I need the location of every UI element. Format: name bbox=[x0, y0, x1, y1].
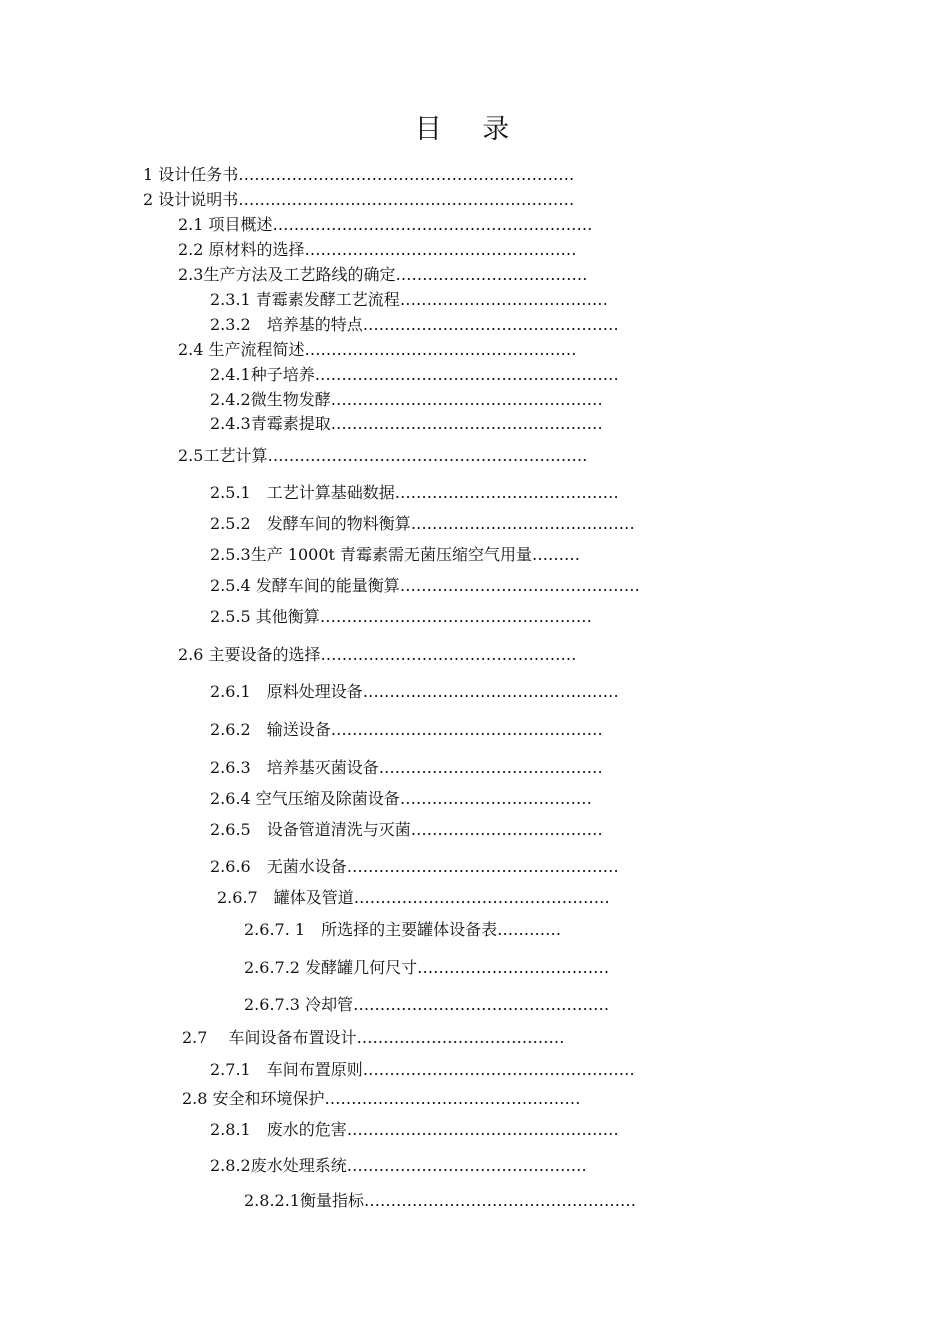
toc-line[interactable] bbox=[210, 607, 592, 627]
toc-entry-label: 1 设计任务书 bbox=[143, 165, 239, 184]
toc-entry-label: 2.4.1种子培养 bbox=[210, 365, 315, 384]
toc-line[interactable] bbox=[210, 857, 619, 877]
toc-dot-leader: ………………………………………… bbox=[362, 315, 619, 334]
toc-dot-leader: ………………………………………… bbox=[362, 682, 619, 701]
toc-line[interactable] bbox=[210, 483, 619, 503]
toc-line[interactable] bbox=[244, 920, 561, 940]
toc-line[interactable] bbox=[244, 995, 609, 1015]
toc-dot-leader: ……………………………………… bbox=[346, 1156, 587, 1175]
page-title: 目 录 bbox=[414, 114, 526, 145]
toc-dot-leader: …………………………………………… bbox=[330, 720, 603, 739]
toc-line[interactable] bbox=[143, 165, 574, 185]
toc-line[interactable] bbox=[210, 758, 603, 778]
toc-dot-leader: ……… bbox=[532, 545, 581, 564]
toc-entry-label: 2.6.1 原料处理设备 bbox=[210, 682, 363, 701]
toc-dot-leader: ……………………………… bbox=[410, 820, 603, 839]
toc-entry-label: 2 设计说明书 bbox=[143, 190, 239, 209]
toc-line[interactable] bbox=[244, 958, 609, 978]
toc-entry-label: 2.3生产方法及工艺路线的确定 bbox=[178, 265, 396, 284]
toc-line[interactable] bbox=[182, 1028, 565, 1048]
toc-dot-leader: …………………………………… bbox=[394, 483, 619, 502]
toc-dot-leader: …………………………………………… bbox=[363, 1191, 636, 1210]
toc-dot-leader: ……………………………………… bbox=[399, 576, 640, 595]
toc-dot-leader: ………………………………………… bbox=[324, 1089, 581, 1108]
toc-line[interactable] bbox=[244, 1191, 636, 1211]
toc-line[interactable] bbox=[210, 820, 603, 840]
toc-entry-label: 2.5.4 发酵车间的能量衡算 bbox=[210, 576, 400, 595]
toc-entry-label: 2.6.4 空气压缩及除菌设备 bbox=[210, 789, 400, 808]
toc-line[interactable] bbox=[210, 290, 608, 310]
toc-entry-label: 2.7.1 车间布置原则 bbox=[210, 1060, 363, 1079]
toc-entry-label: 2.6.5 设备管道清洗与灭菌 bbox=[210, 820, 411, 839]
toc-entry-label: 2.5.5 其他衡算 bbox=[210, 607, 320, 626]
toc-entry-label: 2.3.1 青霉素发酵工艺流程 bbox=[210, 290, 400, 309]
toc-line[interactable] bbox=[210, 720, 603, 740]
toc-dot-leader: ……………………………………………………… bbox=[238, 190, 575, 209]
toc-dot-leader: ………………………………… bbox=[356, 1028, 565, 1047]
toc-entry-label: 2.6.2 输送设备 bbox=[210, 720, 331, 739]
toc-dot-leader: ………………………………… bbox=[399, 290, 608, 309]
toc-dot-leader: …………………………………………… bbox=[304, 340, 577, 359]
toc-line[interactable] bbox=[217, 888, 610, 908]
toc-line[interactable] bbox=[210, 414, 603, 434]
toc-line[interactable] bbox=[178, 446, 587, 466]
toc-dot-leader: ………… bbox=[497, 920, 562, 939]
toc-line[interactable] bbox=[178, 240, 577, 260]
toc-entry-label: 2.7 车间设备布置设计 bbox=[182, 1028, 357, 1047]
toc-line[interactable] bbox=[210, 390, 603, 410]
toc-entry-label: 2.6.7 罐体及管道 bbox=[217, 888, 354, 907]
toc-line[interactable] bbox=[210, 682, 619, 702]
toc-dot-leader: ……………………………… bbox=[395, 265, 588, 284]
toc-line[interactable] bbox=[210, 576, 640, 596]
toc-dot-leader: …………………………………………………… bbox=[272, 215, 593, 234]
toc-dot-leader: ………………………………………………… bbox=[314, 365, 619, 384]
toc-line[interactable] bbox=[210, 545, 580, 565]
toc-dot-leader: …………………………………………… bbox=[330, 414, 603, 433]
toc-entry-label: 2.1 项目概述 bbox=[178, 215, 273, 234]
toc-entry-label: 2.6.7.2 发酵罐几何尺寸 bbox=[244, 958, 418, 977]
toc-dot-leader: …………………………………………… bbox=[362, 1060, 635, 1079]
toc-entry-label: 2.3.2 培养基的特点 bbox=[210, 315, 363, 334]
toc-dot-leader: ……………………………………………………… bbox=[238, 165, 575, 184]
toc-entry-label: 2.8.1 废水的危害 bbox=[210, 1120, 347, 1139]
toc-entry-label: 2.5.3生产 1000t 青霉素需无菌压缩空气用量 bbox=[210, 545, 533, 564]
toc-entry-label: 2.6 主要设备的选择 bbox=[178, 645, 321, 664]
toc-entry-label: 2.4.2微生物发酵 bbox=[210, 390, 331, 409]
toc-dot-leader: ……………………………… bbox=[399, 789, 592, 808]
toc-entry-label: 2.5.2 发酵车间的物料衡算 bbox=[210, 514, 411, 533]
toc-entry-label: 2.8.2.1衡量指标 bbox=[244, 1191, 364, 1210]
toc-line[interactable] bbox=[210, 1120, 619, 1140]
toc-dot-leader: ……………………………… bbox=[417, 958, 610, 977]
toc-line[interactable] bbox=[210, 1060, 635, 1080]
toc-line[interactable] bbox=[210, 514, 635, 534]
toc-entry-label: 2.4 生产流程简述 bbox=[178, 340, 305, 359]
toc-dot-leader: ………………………………………… bbox=[320, 645, 577, 664]
toc-line[interactable] bbox=[210, 365, 619, 385]
toc-entry-label: 2.8.2废水处理系统 bbox=[210, 1156, 347, 1175]
toc-dot-leader: …………………………………………… bbox=[346, 1120, 619, 1139]
toc-entry-label: 2.2 原材料的选择 bbox=[178, 240, 305, 259]
toc-line[interactable] bbox=[178, 215, 593, 235]
toc-line[interactable] bbox=[210, 789, 592, 809]
toc-line[interactable] bbox=[178, 340, 577, 360]
toc-entry-label: 2.6.7. 1 所选择的主要罐体设备表 bbox=[244, 920, 498, 939]
toc-entry-label: 2.4.3青霉素提取 bbox=[210, 414, 331, 433]
toc-entry-label: 2.5工艺计算 bbox=[178, 446, 268, 465]
toc-line[interactable] bbox=[210, 315, 619, 335]
toc-entry-label: 2.6.7.3 冷却管 bbox=[244, 995, 354, 1014]
toc-dot-leader: ………………………………………… bbox=[353, 995, 610, 1014]
toc-entry-label: 2.8 安全和环境保护 bbox=[182, 1089, 325, 1108]
toc-dot-leader: …………………………………… bbox=[378, 758, 603, 777]
toc-line[interactable] bbox=[178, 265, 587, 285]
toc-dot-leader: …………………………………………… bbox=[330, 390, 603, 409]
toc-dot-leader: …………………………………… bbox=[410, 514, 635, 533]
toc-dot-leader: …………………………………………… bbox=[304, 240, 577, 259]
toc-entry-label: 2.5.1 工艺计算基础数据 bbox=[210, 483, 395, 502]
toc-line[interactable] bbox=[143, 190, 574, 210]
toc-dot-leader: …………………………………………… bbox=[319, 607, 592, 626]
toc-dot-leader: …………………………………………………… bbox=[267, 446, 588, 465]
toc-line[interactable] bbox=[182, 1089, 581, 1109]
toc-dot-leader: ………………………………………… bbox=[353, 888, 610, 907]
toc-dot-leader: …………………………………………… bbox=[346, 857, 619, 876]
toc-entry-label: 2.6.6 无菌水设备 bbox=[210, 857, 347, 876]
toc-line[interactable] bbox=[178, 645, 577, 665]
toc-entry-label: 2.6.3 培养基灭菌设备 bbox=[210, 758, 379, 777]
toc-line[interactable] bbox=[210, 1156, 587, 1176]
